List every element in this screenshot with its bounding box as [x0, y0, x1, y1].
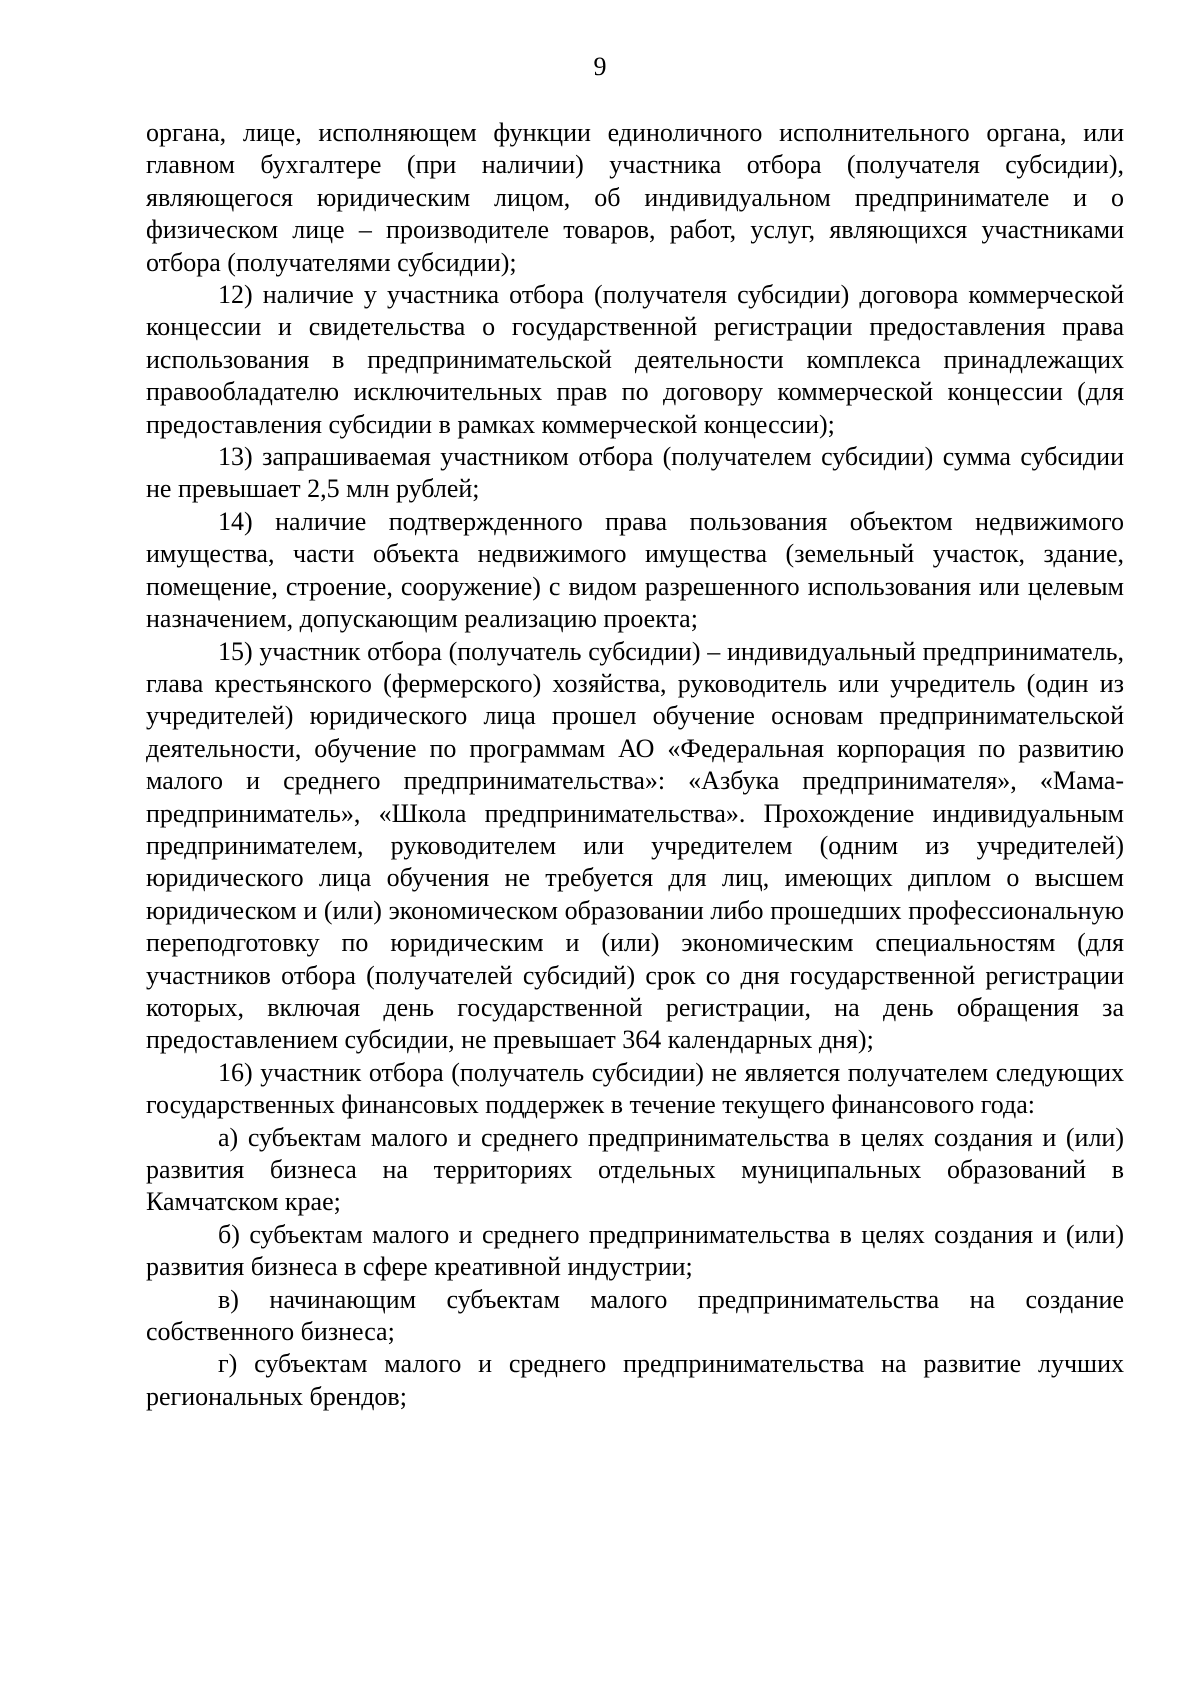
document-body: [146, 117, 1124, 1413]
paragraph-item-14: 14) наличие подтвержденного права пользования объектом недвижимого имущества, части объекта недвижимого имущества (земельный участок, здание, помещение, строение, сооружение) с видом разрешенного использования или целевым назначением, допускающим реализацию проекта;: [146, 506, 1124, 634]
paragraph-subitem-b: б) субъектам малого и среднего предпринимательства в целях создания и (или) развития бизнеса в сфере креативной индустрии;: [146, 1219, 1124, 1282]
paragraph-subitem-a: а) субъектам малого и среднего предпринимательства в целях создания и (или) развития бизнеса на территориях отдельных муниципальных образований в Камчатском крае;: [146, 1122, 1124, 1217]
paragraph-subitem-v: в) начинающим субъектам малого предпринимательства на создание собственного бизнеса;: [146, 1284, 1124, 1347]
paragraph-subitem-g: г) субъектам малого и среднего предпринимательства на развитие лучших региональных брендов;: [146, 1349, 1124, 1411]
paragraph-continuation: органа, лице, исполняющем функции единоличного исполнительного органа, или главном бухгалтере (при наличии) участника отбора (получателя субсидии), являющегося юридическим лицом, об индивидуальном предпринимателе и о физическом лице – производителе товаров, работ, услуг, являющихся участниками отбора (получателями субсидии);: [146, 118, 1124, 277]
paragraph-item-15: 15) участник отбора (получатель субсидии) – индивидуальный предприниматель, глава крестьянского (фермерского) хозяйства, руководитель или учредитель (один из учредителей) юридического лица прошел обучение основам предпринимательской деятельности, обучение по программам АО «Федеральная корпорация по развитию малого и среднего предпринимательства»: «Азбука предпринимателя», «Мама-предприниматель», «Школа предпринимательства». Прохождение индивидуальным предпринимателем, руководителем или учредителем (одним из учредителей) юридического лица обучения не требуется для лиц, имеющих диплом о высшем юридическом и (или) экономическом образовании либо прошедших профессиональную переподготовку по юридическим и (или) экономическим специальностям (для участников отбора (получателей субсидий) срок со дня государственной регистрации которых, включая день государственной регистрации, на день обращения за предоставлением субсидии, не превышает 364 календарных дня);: [146, 636, 1124, 1055]
paragraph-item-13: 13) запрашиваемая участником отбора (получателем субсидии) сумма субсидии не превышает 2,5 млн рублей;: [146, 442, 1124, 504]
page-number: 9: [593, 52, 607, 81]
paragraph-item-12: 12) наличие у участника отбора (получателя субсидии) договора коммерческой концессии и свидетельства о государственной регистрации предоставления права использования в предпринимательской деятельности комплекса принадлежащих правообладателю исключительных прав по договору коммерческой концессии (для предоставления субсидии в рамках коммерческой концессии);: [146, 280, 1124, 439]
paragraph-item-16: 16) участник отбора (получатель субсидии) не является получателем следующих государственных финансовых поддержек в течение текущего финансового года:: [146, 1057, 1124, 1120]
